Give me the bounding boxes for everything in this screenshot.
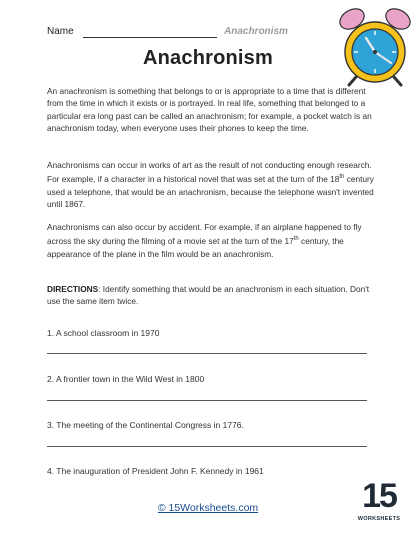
- question-4: 4. The inauguration of President John F. Kennedy in 1961: [47, 466, 264, 476]
- header-topic: Anachronism: [224, 26, 288, 37]
- intro-paragraph: An anachronism is something that belongs to or is appropriate to a time that is different from the time in which it exists or is portrayed. In real life, something that belonged to a particular era long past can be called an anachronism; for example, a pocket watch is an anachronism today, when everyone uses their phones to keep the time.: [47, 86, 372, 134]
- directions-text: : Identify something that would be an anachronism in each situation. Don't use the same item twice.: [47, 284, 370, 307]
- directions: [47, 283, 379, 308]
- research-text-start: Anachronisms can occur in works of art as the result of not conducting enough research. For example, if a character in a historical novel that was set at the turn of the 18: [47, 160, 372, 185]
- name-input-line[interactable]: [83, 37, 217, 38]
- logo-number: 15: [362, 477, 396, 515]
- ordinal-suffix: th: [339, 174, 345, 181]
- copyright-link[interactable]: © 15Worksheets.com: [157, 502, 259, 514]
- 15worksheets-logo: [356, 476, 402, 528]
- question-1: 1. A school classroom in 1970: [47, 328, 160, 338]
- answer-line-2[interactable]: [47, 400, 367, 401]
- accident-text-end: century, the appearance of the plane in the film would be an anachronism.: [47, 236, 344, 259]
- research-text-end: century used a telephone, that would be an anachronism, because the telephone wasn't invented until 1867.: [47, 174, 374, 209]
- answer-line-3[interactable]: [47, 446, 367, 447]
- page-title: Anachronism: [142, 47, 273, 69]
- question-2: 2. A frontier town in the Wild West in 1800: [47, 374, 205, 384]
- ordinal-suffix: th: [293, 236, 299, 243]
- name-label: Name: [47, 26, 74, 37]
- question-3: 3. The meeting of the Continental Congress in 1776.: [47, 420, 244, 430]
- directions-label: DIRECTIONS: [47, 284, 99, 294]
- research-paragraph: [47, 159, 379, 210]
- answer-line-1[interactable]: [47, 353, 367, 354]
- worksheet-header: [47, 26, 347, 40]
- alarm-clock-icon: [336, 5, 414, 87]
- accident-text-start: Anachronisms can also occur by accident. For example, if an airplane happened to fly across the sky during the filming of a movie set at the turn of the 17: [47, 222, 362, 247]
- logo-text: WORKSHEETS: [357, 516, 401, 522]
- accident-paragraph: [47, 221, 379, 260]
